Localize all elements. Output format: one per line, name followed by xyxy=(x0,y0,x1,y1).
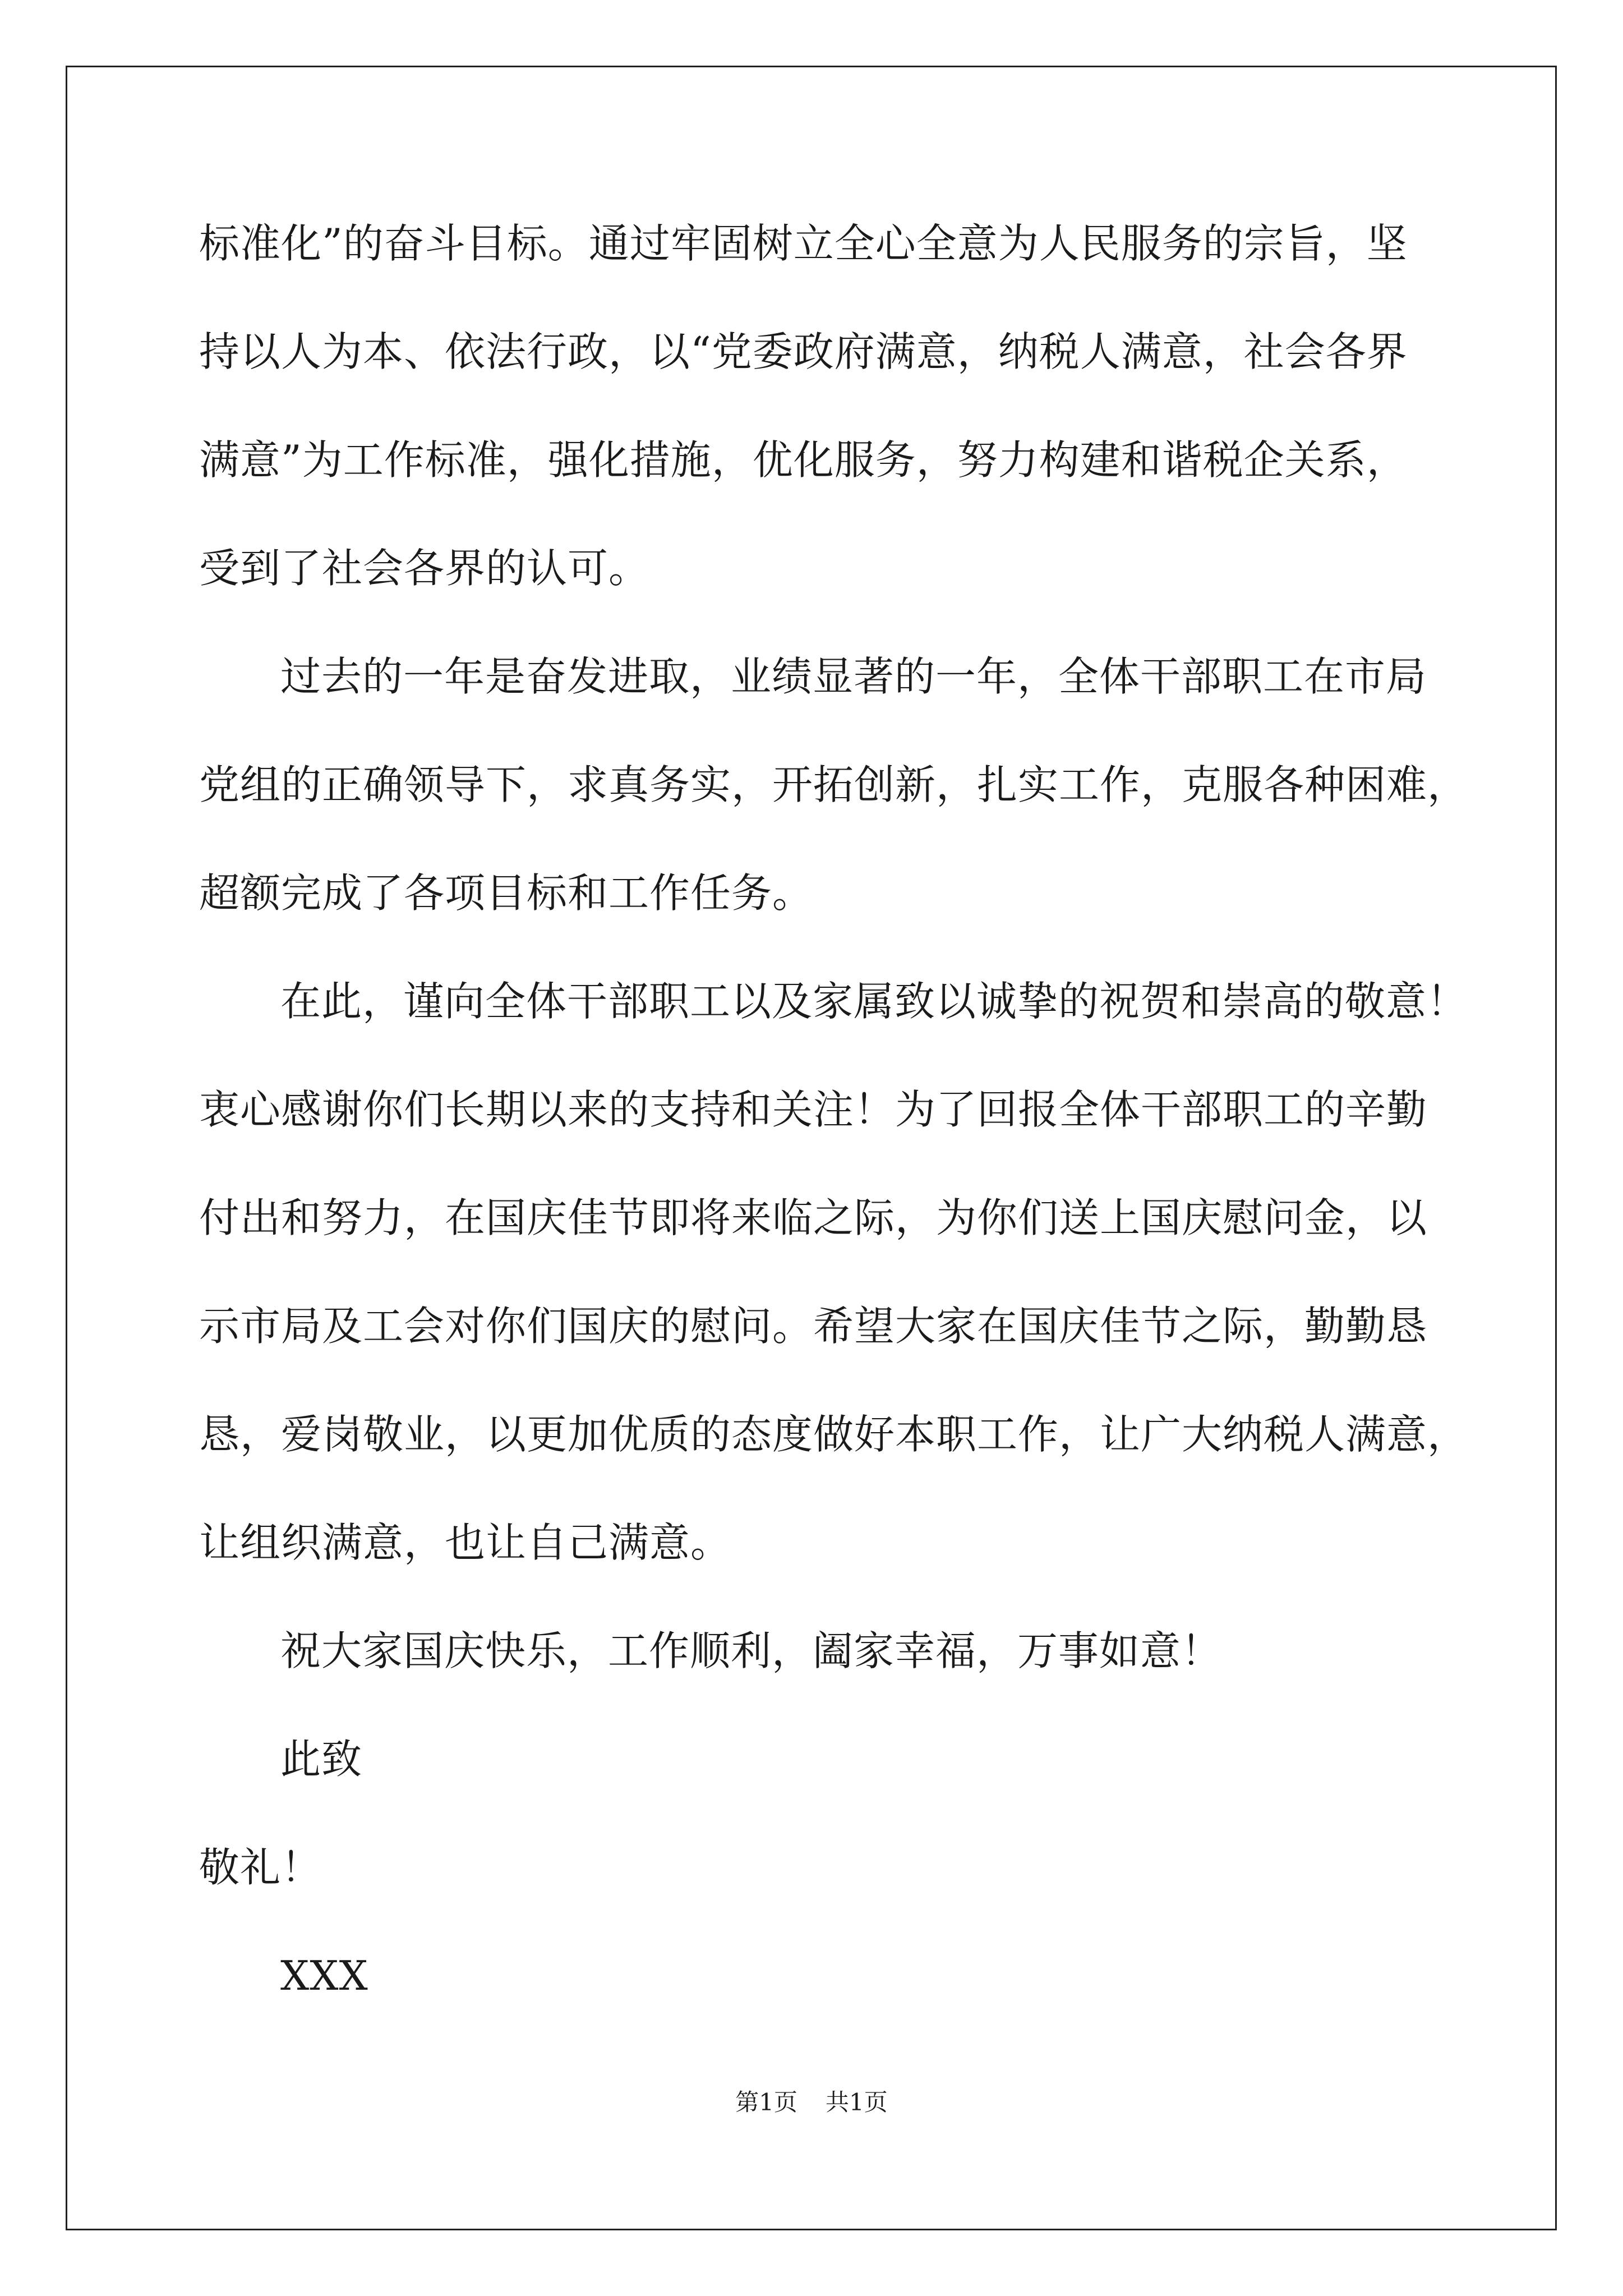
salutation-jingli: 敬礼！ xyxy=(199,1844,322,1891)
text-line: 标准化”的奋斗目标。通过牢固树立全心全意为人民服务的宗旨，坚 xyxy=(199,220,1408,267)
text-line: 恳，爱岗敬业，以更加优质的态度做好本职工作，让广大纳税人满意， xyxy=(199,1411,1469,1458)
text-line: 让组织满意，也让自己满意。 xyxy=(199,1519,732,1566)
text-line: 示市局及工会对你们国庆的慰问。希望大家在国庆佳节之际，勤勤恳 xyxy=(199,1303,1428,1350)
text-line: 受到了社会各界的认可。 xyxy=(199,545,650,592)
text-line: 超额完成了各项目标和工作任务。 xyxy=(199,869,814,917)
signature: XXX xyxy=(280,1952,368,1999)
text-line: 满意”为工作标准，强化措施，优化服务，努力构建和谐税企关系， xyxy=(199,436,1408,484)
page-number-current: 第1页 xyxy=(735,2088,797,2116)
page-footer xyxy=(0,2084,1623,2118)
letter-body xyxy=(199,213,1469,2054)
paragraph-start-line: 过去的一年是奋发进取，业绩显著的一年，全体干部职工在市局 xyxy=(280,653,1427,700)
text-line: 党组的正确领导下，求真务实，开拓创新，扎实工作，克服各种困难， xyxy=(199,761,1469,808)
salutation-cizhi: 此致 xyxy=(280,1736,363,1783)
page-number-total: 共1页 xyxy=(826,2088,888,2116)
paragraph-start-line: 在此，谨向全体干部职工以及家属致以诚挚的祝贺和崇高的敬意！ xyxy=(280,978,1468,1025)
text-line: 衷心感谢你们长期以来的支持和关注！为了回报全体干部职工的辛勤 xyxy=(199,1086,1428,1133)
text-line: 持以人为本、依法行政，以“党委政府满意，纳税人满意，社会各界 xyxy=(199,328,1408,375)
text-line: 付出和努力，在国庆佳节即将来临之际，为你们送上国庆慰问金，以 xyxy=(199,1194,1428,1241)
closing-wishes: 祝大家国庆快乐，工作顺利，阖家幸福，万事如意！ xyxy=(280,1627,1223,1674)
